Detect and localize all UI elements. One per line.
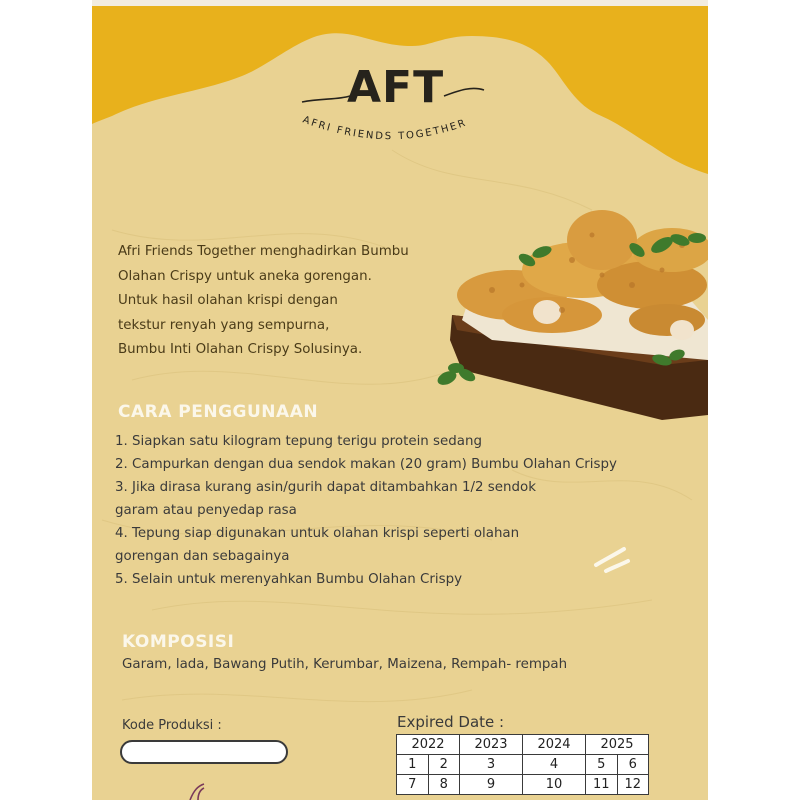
- expiry-month-cell: 8: [428, 775, 460, 795]
- usage-line: 4. Tepung siap digunakan untuk olahan krispi seperti olahan: [115, 526, 520, 541]
- expiry-months-row: [397, 775, 649, 795]
- decor-icon: [188, 780, 208, 800]
- expiry-month-cell: 7: [397, 775, 429, 795]
- label-sheet: [92, 0, 708, 800]
- expiry-year-cell: 2024: [523, 735, 586, 755]
- svg-text:AFRI FRIENDS TOGETHER: AFRI FRIENDS TOGETHER: [301, 114, 469, 143]
- expiry-months-row: [397, 755, 649, 775]
- spark-lines-icon: [592, 545, 642, 575]
- usage-line: 3. Jika dirasa kurang asin/gurih dapat ditambahkan 1/2 sendok: [115, 480, 536, 495]
- expiry-month-cell: 1: [397, 755, 429, 775]
- expiry-month-cell: 4: [523, 755, 586, 775]
- usage-line: 2. Campurkan dengan dua sendok makan (20 gram) Bumbu Olahan Crispy: [115, 457, 617, 472]
- composition-text: Garam, lada, Bawang Putih, Kerumbar, Maizena, Rempah- rempah: [122, 657, 568, 672]
- expiry-month-cell: 11: [586, 775, 618, 795]
- expiry-month-cell: 6: [617, 755, 649, 775]
- usage-steps: [115, 430, 617, 591]
- expiry-month-cell: 2: [428, 755, 460, 775]
- intro-line: tekstur renyah yang sempurna,: [118, 317, 330, 333]
- composition-heading: KOMPOSISI: [122, 632, 235, 652]
- intro-line: Olahan Crispy untuk aneka gorengan.: [118, 268, 372, 284]
- brand-tagline: [292, 100, 512, 170]
- usage-line: gorengan dan sebagainya: [115, 549, 290, 564]
- expiry-years-row: [397, 735, 649, 755]
- usage-line: garam atau penyedap rasa: [115, 503, 297, 518]
- usage-line: 5. Selain untuk merenyahkan Bumbu Olahan Crispy: [115, 572, 463, 587]
- expiry-year-cell: 2022: [397, 735, 460, 755]
- expiry-month-cell: 3: [460, 755, 523, 775]
- expiry-table: [396, 734, 649, 795]
- intro-line: Untuk hasil olahan krispi dengan: [118, 293, 338, 308]
- expiry-label: Expired Date :: [397, 713, 505, 731]
- fried-chicken-image: [432, 190, 708, 420]
- expiry-year-cell: 2023: [460, 735, 523, 755]
- usage-line: 1. Siapkan satu kilogram tepung terigu protein sedang: [115, 434, 482, 449]
- intro-line: Bumbu Inti Olahan Crispy Solusinya.: [118, 342, 363, 357]
- expiry-month-cell: 9: [460, 775, 523, 795]
- expiry-month-cell: 12: [617, 775, 649, 795]
- expiry-year-cell: 2025: [586, 735, 649, 755]
- production-code-label: Kode Produksi :: [122, 718, 222, 733]
- intro-line: Afri Friends Together menghadirkan Bumbu: [118, 244, 409, 259]
- brand-logo: AFT: [347, 62, 445, 113]
- intro-paragraph: [118, 240, 409, 363]
- expiry-month-cell: 5: [586, 755, 618, 775]
- usage-heading: CARA PENGGUNAAN: [118, 402, 319, 422]
- production-code-field: [120, 740, 288, 764]
- expiry-month-cell: 10: [523, 775, 586, 795]
